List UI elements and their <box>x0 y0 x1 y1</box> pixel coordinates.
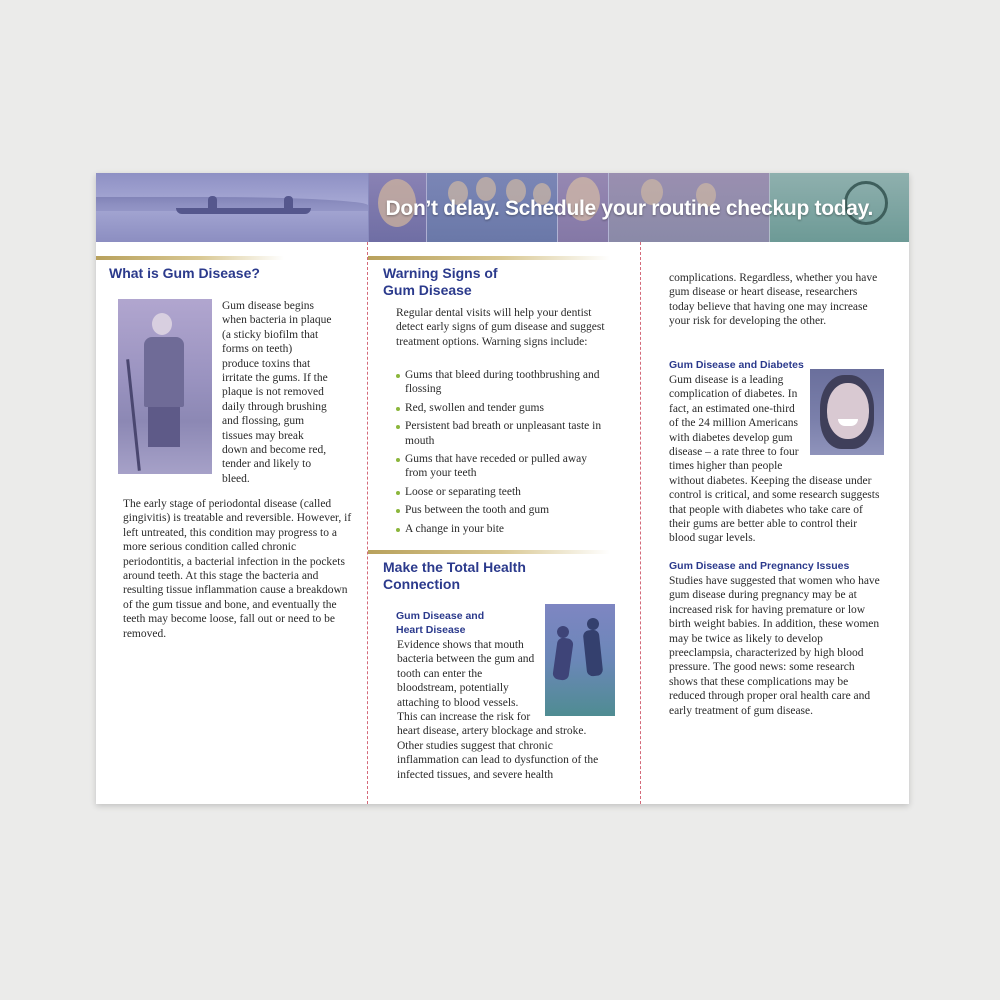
list-item-text: Loose or separating teeth <box>405 485 521 498</box>
fold-line <box>367 242 368 804</box>
heading-rule <box>368 550 610 554</box>
bullet-icon <box>396 407 400 411</box>
list-item <box>396 452 608 481</box>
list-item-text: Persistent bad breath or unpleasant taste in mouth <box>405 420 602 447</box>
section-heading-warning-signs <box>383 265 498 299</box>
bullet-icon <box>396 425 400 429</box>
subheading-diabetes: Gum Disease and Diabetes <box>669 359 804 371</box>
subheading-heart-disease <box>396 609 484 637</box>
hiker-head-shape <box>152 313 172 335</box>
gingivitis-paragraph: The early stage of periodontal disease (called gingivitis) is treatable and reversible. However, if left untreated, this condition may progress to a more serious condition called chronic periodontitis, a bacterial infection in the pockets around teeth. At this stage the bacteria and resulting tissue inflammation cause a breakdown of the gum tissue and bone, and eventually the teeth may become loose, fall out or need to be removed. <box>123 498 352 640</box>
list-item <box>396 401 608 415</box>
runner-head-shape <box>557 626 569 638</box>
brochure-page <box>96 173 909 804</box>
fold-line <box>640 242 641 804</box>
list-item <box>396 485 608 499</box>
paddler-shape <box>284 196 293 209</box>
heading-line: Warning Signs of <box>383 265 498 281</box>
banner <box>96 173 909 242</box>
pregnancy-text: Studies have suggested that women who have gum disease during pregnancy may be at increased risk for having premature or low birth weight babies. In addition, these women may be twice as likely to develop preeclampsia, characterized by high blood pressure. The good news: some research shows that these complications may be reduced through proper oral health care and early treatment of gum disease. <box>669 575 880 717</box>
heading-line: Make the Total Health <box>383 559 526 575</box>
list-item <box>396 522 608 536</box>
subheading-pregnancy: Gum Disease and Pregnancy Issues <box>669 560 850 572</box>
section-heading-what-is-gum-disease: What is Gum Disease? <box>109 265 260 281</box>
heart-disease-text <box>397 638 615 782</box>
heading-line: Gum Disease <box>383 282 472 298</box>
list-item-text: Gums that bleed during toothbrushing and flossing <box>405 369 600 396</box>
list-item-text: Gums that have receded or pulled away from your teeth <box>405 453 588 480</box>
list-item <box>396 419 608 448</box>
runner-head-shape <box>587 618 599 630</box>
banner-headline: Don’t delay. Schedule your routine checkup today. <box>385 197 873 220</box>
bullet-icon <box>396 528 400 532</box>
list-item-text: Pus between the tooth and gum <box>405 504 550 517</box>
bullet-icon <box>396 491 400 495</box>
heart-disease-paragraph: Evidence shows that mouth bacteria between the gum and tooth can enter the bloodstream, potentially attaching to blood vessels. This can increase the risk for heart disease, artery blockage and stroke. Other studies suggest that chronic inflammation can lead to dysfunction of the infected tissues, and severe health <box>397 639 599 781</box>
list-item-text: Red, swollen and tender gums <box>405 401 544 414</box>
photo-wrap-spacer <box>539 638 615 714</box>
diabetes-paragraph: Gum disease is a leading complication of diabetes. In fact, an estimated one-third of the 24 million Americans with diabetes develop gum disease – a rate three to four times higher than people without diabetes. Keeping the disease under control is critical, and some research suggests that people with diabetes who take care of their gums are better able to control their blood sugar levels. <box>669 374 880 545</box>
continued-text: complications. Regardless, whether you have gum disease or heart disease, researchers today believe that having one may increase your risk for developing the other. <box>669 272 878 328</box>
bullet-icon <box>396 509 400 513</box>
heading-rule <box>368 256 610 260</box>
list-item <box>396 503 608 517</box>
bullet-icon <box>396 458 400 462</box>
heading-line: Connection <box>383 576 460 592</box>
photo-wrap-spacer <box>803 373 883 463</box>
hiker-body-shape <box>144 337 184 407</box>
hiking-pole-shape <box>126 359 141 471</box>
warning-signs-list <box>396 368 608 540</box>
subheading-line: Gum Disease and <box>396 610 485 622</box>
warning-intro: Regular dental visits will help your dentist detect early signs of gum disease and suggest treatment options. Warning signs include: <box>396 307 605 348</box>
list-item-text: A change in your bite <box>405 522 505 535</box>
diabetes-text <box>669 373 883 546</box>
paddler-shape <box>208 196 217 209</box>
bullet-icon <box>396 374 400 378</box>
list-item <box>396 368 608 397</box>
hiker-shorts-shape <box>148 407 180 447</box>
hiker-photo <box>118 299 212 474</box>
intro-text: Gum disease begins when bacteria in plaque (a sticky biofilm that forms on teeth) produce toxins that irritate the gums. If the plaque is not removed daily through brushing and flossing, gum tissues may break down and become red, tender and likely to bleed. <box>222 300 332 485</box>
heading-rule <box>96 256 284 260</box>
section-heading-total-health <box>383 559 526 593</box>
subheading-line: Heart Disease <box>396 624 466 636</box>
